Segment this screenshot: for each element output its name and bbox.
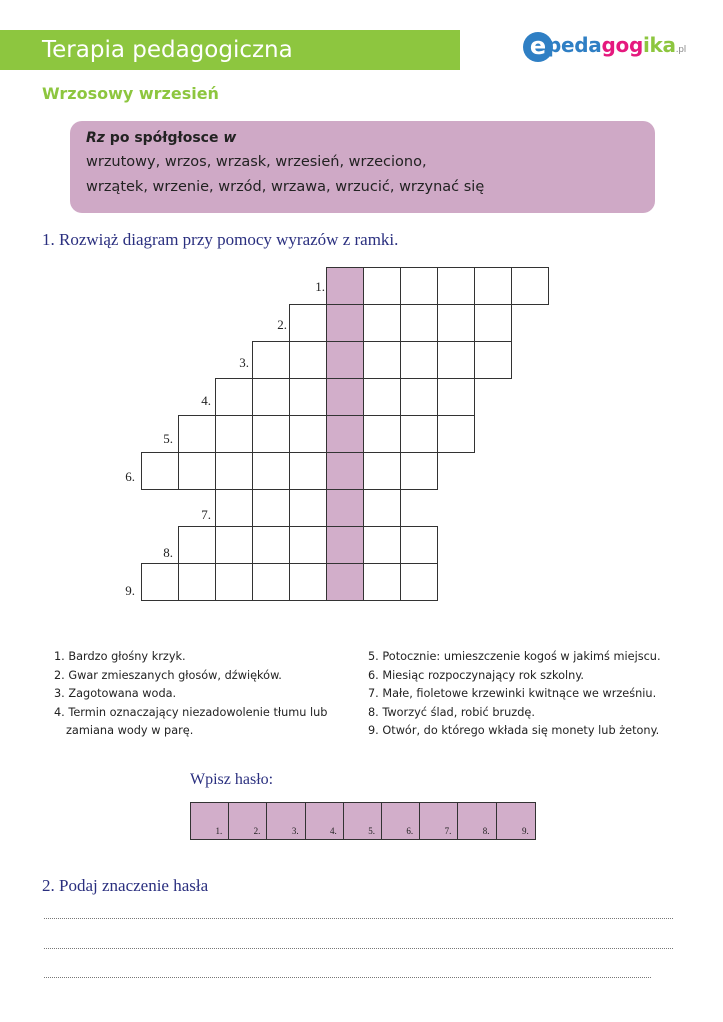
row-number-3: 3.: [239, 355, 249, 370]
crossword-cell[interactable]: [474, 267, 512, 305]
crossword-cell[interactable]: [363, 489, 401, 527]
crossword-cell[interactable]: [215, 526, 253, 564]
clues-right-column: [368, 648, 661, 741]
crossword-cell[interactable]: [252, 341, 290, 379]
rule-w: w: [223, 130, 237, 146]
clues-left-column: [54, 648, 327, 741]
answer-line-1[interactable]: [44, 918, 673, 919]
crossword-cell[interactable]: [252, 489, 290, 527]
answer-cell-number: 4.: [330, 826, 337, 836]
page-header: [0, 30, 460, 70]
answer-cell-3[interactable]: [267, 803, 305, 839]
crossword-cell[interactable]: [363, 526, 401, 564]
crossword-cell[interactable]: [215, 563, 253, 601]
clue-item: 3. Zagotowana woda.: [54, 687, 177, 700]
answer-cell-5[interactable]: [344, 803, 382, 839]
answer-cell-9[interactable]: [497, 803, 535, 839]
logo-part-2: gog: [601, 33, 643, 57]
answer-cell-7[interactable]: [420, 803, 458, 839]
crossword-cell[interactable]: [252, 563, 290, 601]
crossword-cell[interactable]: [141, 563, 179, 601]
crossword-cell[interactable]: [252, 452, 290, 490]
answer-cell-number: 8.: [482, 826, 490, 836]
answer-cell-number: 6.: [406, 826, 414, 836]
worksheet-subtitle: Wrzosowy wrzesień: [42, 84, 219, 103]
crossword-cell[interactable]: [178, 563, 216, 601]
row-number-8: 8.: [163, 545, 173, 560]
crossword-key-cell[interactable]: [326, 304, 364, 342]
spelling-rule: [86, 130, 639, 146]
crossword-cell[interactable]: [289, 563, 327, 601]
epedagogika-logo: [523, 30, 693, 70]
crossword-cell[interactable]: [437, 378, 475, 416]
answer-line-2[interactable]: [44, 948, 673, 949]
word-bank-box: [70, 121, 655, 213]
crossword-cell[interactable]: [363, 378, 401, 416]
crossword-cell[interactable]: [437, 341, 475, 379]
clue-item: 6. Miesiąc rozpoczynający rok szkolny.: [368, 668, 585, 682]
crossword-cell[interactable]: [400, 526, 438, 564]
crossword-cell[interactable]: [437, 304, 475, 342]
crossword-cell[interactable]: [400, 563, 438, 601]
answer-cell-6[interactable]: [382, 803, 420, 839]
crossword-cell[interactable]: [511, 267, 549, 305]
crossword-cell[interactable]: [400, 378, 438, 416]
crossword-cell[interactable]: [289, 415, 327, 453]
header-title: Terapia pedagogiczna: [42, 37, 293, 63]
row-number-2: 2.: [277, 317, 287, 332]
clue-item: 8. Tworzyć ślad, robić bruzdę.: [368, 705, 535, 719]
crossword-key-cell[interactable]: [326, 267, 364, 305]
crossword-cell[interactable]: [215, 452, 253, 490]
crossword-cell[interactable]: [141, 452, 179, 490]
clue-item: 2. Gwar zmieszanych głosów, dźwięków.: [54, 668, 282, 682]
rule-text: po spółgłosce: [104, 130, 224, 146]
logo-part-1: peda: [547, 33, 602, 57]
task-2-instruction: 2. Podaj znaczenie hasła: [42, 876, 209, 895]
task-1-instruction: 1. Rozwiąż diagram przy pomocy wyrazów z ramki.: [42, 230, 399, 249]
crossword-cell[interactable]: [474, 341, 512, 379]
answer-cell-number: 5.: [368, 826, 375, 836]
crossword-cell[interactable]: [400, 415, 438, 453]
row-number-7: 7.: [201, 507, 211, 522]
logo-suffix: .pl: [675, 45, 686, 55]
crossword-key-cell[interactable]: [326, 452, 364, 490]
crossword-cell[interactable]: [252, 526, 290, 564]
answer-row: [190, 802, 536, 840]
crossword-cell[interactable]: [289, 304, 327, 342]
crossword-key-cell[interactable]: [326, 378, 364, 416]
clue-item: 1. Bardzo głośny krzyk.: [54, 650, 186, 663]
crossword-cell[interactable]: [178, 452, 216, 490]
answer-cell-number: 3.: [291, 826, 299, 836]
crossword-cell[interactable]: [437, 415, 475, 453]
word-list-line-2: wrzątek, wrzenie, wrzód, wrzawa, wrzucić, wrzynać się: [86, 179, 485, 195]
crossword-cell[interactable]: [178, 526, 216, 564]
logo-wordmark: [547, 33, 686, 57]
word-list-line-1: wrzutowy, wrzos, wrzask, wrzesień, wrzeciono,: [86, 154, 427, 170]
answer-cell-number: 7.: [444, 826, 452, 836]
row-number-9: 9.: [125, 583, 135, 598]
answer-cell-number: 9.: [521, 826, 529, 836]
answer-cell-8[interactable]: [458, 803, 496, 839]
crossword-cell[interactable]: [215, 415, 253, 453]
row-number-4: 4.: [201, 393, 211, 408]
clue-item: 7. Małe, fioletowe krzewinki kwitnące we wrześniu.: [368, 687, 657, 700]
crossword-cell[interactable]: [252, 415, 290, 453]
crossword-cell[interactable]: [215, 489, 253, 527]
crossword-cell[interactable]: [289, 378, 327, 416]
clue-item: 4. Termin oznaczający niezadowolenie tłumu lub: [54, 705, 328, 719]
logo-e-mark: e: [523, 32, 553, 62]
row-number-5: 5.: [163, 431, 173, 446]
row-number-6: 6.: [125, 469, 135, 484]
answer-cell-1[interactable]: [191, 803, 229, 839]
crossword-cell[interactable]: [363, 452, 401, 490]
row-number-1: 1.: [315, 279, 325, 294]
clue-item: 9. Otwór, do którego wkłada się monety lub żetony.: [368, 724, 660, 737]
rule-rz: Rz: [86, 130, 105, 146]
crossword-cell[interactable]: [474, 304, 512, 342]
crossword-cell[interactable]: [363, 341, 401, 379]
crossword-cell[interactable]: [289, 526, 327, 564]
crossword-cell[interactable]: [289, 489, 327, 527]
crossword-cell[interactable]: [363, 563, 401, 601]
crossword-cell[interactable]: [437, 267, 475, 305]
answer-cell-4[interactable]: [306, 803, 344, 839]
crossword-cell[interactable]: [252, 378, 290, 416]
crossword-cell[interactable]: [400, 452, 438, 490]
crossword-cell[interactable]: [400, 267, 438, 305]
crossword-key-cell[interactable]: [326, 563, 364, 601]
crossword-cell[interactable]: [363, 267, 401, 305]
clue-item: 5. Potocznie: umieszczenie kogoś w jakimś miejscu.: [368, 650, 661, 663]
logo-part-3: ika: [642, 33, 676, 57]
crossword-key-cell[interactable]: [326, 341, 364, 379]
crossword-cell[interactable]: [400, 341, 438, 379]
answer-cell-number: 1.: [215, 826, 223, 836]
crossword-cell[interactable]: [289, 452, 327, 490]
answer-cell-number: 2.: [253, 826, 261, 836]
crossword-cell[interactable]: [215, 378, 253, 416]
answer-line-3[interactable]: [44, 977, 651, 978]
answer-cell-2[interactable]: [229, 803, 267, 839]
crossword-cell[interactable]: [400, 304, 438, 342]
crossword-cell[interactable]: [363, 304, 401, 342]
crossword-key-cell[interactable]: [326, 489, 364, 527]
crossword-cell[interactable]: [289, 341, 327, 379]
crossword-key-cell[interactable]: [326, 526, 364, 564]
crossword-key-cell[interactable]: [326, 415, 364, 453]
clue-item: zamiana wody w parę.: [66, 724, 194, 737]
crossword-cell[interactable]: [363, 415, 401, 453]
answer-label: Wpisz hasło:: [190, 771, 274, 788]
crossword-cell[interactable]: [178, 415, 216, 453]
